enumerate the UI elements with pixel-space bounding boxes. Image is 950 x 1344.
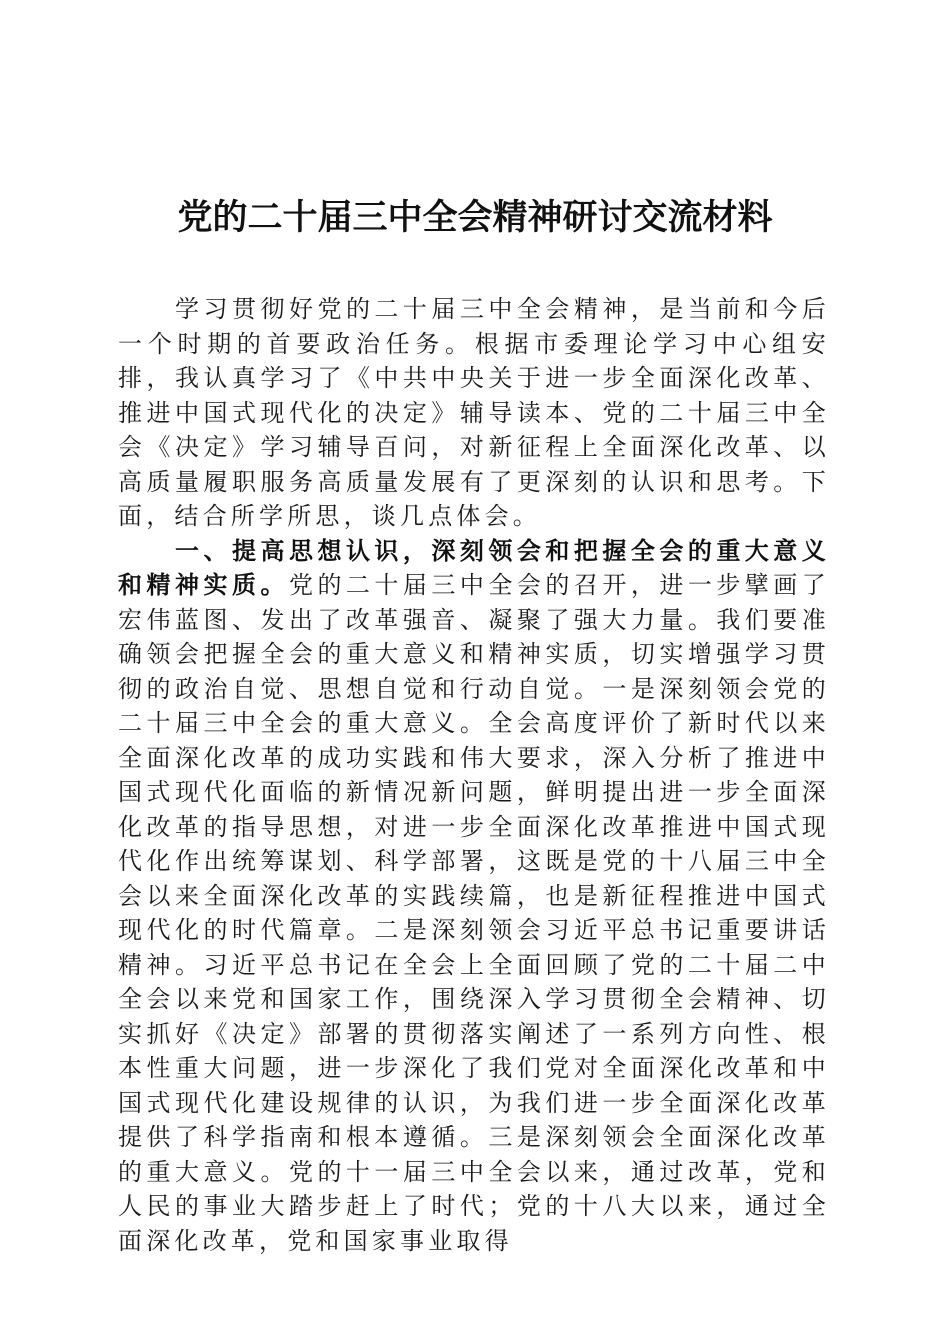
document-title: 党的二十届三中全会精神研讨交流材料	[177, 197, 773, 238]
document-body	[118, 292, 830, 1258]
section-1-heading: 一、提高思想认识，深刻领会和把握全会的重大意义和精神实质。	[118, 536, 830, 599]
section-1-paragraph	[118, 534, 830, 1259]
section-1-text: 党的二十届三中全会的召开，进一步擘画了宏伟蓝图、发出了改革强音、凝聚了强大力量。我们要准确领会把握全会的重大意义和精神实质，切实增强学习贯彻的政治自觉、思想自觉和行动自觉。一是深刻领会党的二十届三中全会的重大意义。全会高度评价了新时代以来全面深化改革的成功实践和伟大要求，深入分析了推进中国式现代化面临的新情况新问题，鲜明提出进一步全面深化改革的指导思想，对进一步全面深化改革推进中国式现代化作出统筹谋划、科学部署，这既是党的十八届三中全会以来全面深化改革的实践续篇，也是新征程推进中国式现代化的时代篇章。二是深刻领会习近平总书记重要讲话精神。习近平总书记在全会上全面回顾了党的二十届二中全会以来党和国家工作，围绕深入学习贯彻全会精神、切实抓好《决定》部署的贯彻落实阐述了一系列方向性、根本性重大问题，进一步深化了我们党对全面深化改革和中国式现代化建设规律的认识，为我们进一步全面深化改革提供了科学指南和根本遵循。三是深刻领会全面深化改革的重大意义。党的十一届三中全会以来，通过改革，党和人民的事业大踏步赶上了时代；党的十八大以来，通过全面深化改革，党和国家事业取得	[118, 571, 830, 1255]
intro-paragraph: 学习贯彻好党的二十届三中全会精神，是当前和今后一个时期的首要政治任务。根据市委理论学习中心组安排，我认真学习了《中共中央关于进一步全面深化改革、推进中国式现代化的决定》辅导读本、党的二十届三中全会《决定》学习辅导百问，对新征程上全面深化改革、以高质量履职服务高质量发展有了更深刻的认识和思考。下面，结合所学所思，谈几点体会。	[118, 295, 830, 530]
